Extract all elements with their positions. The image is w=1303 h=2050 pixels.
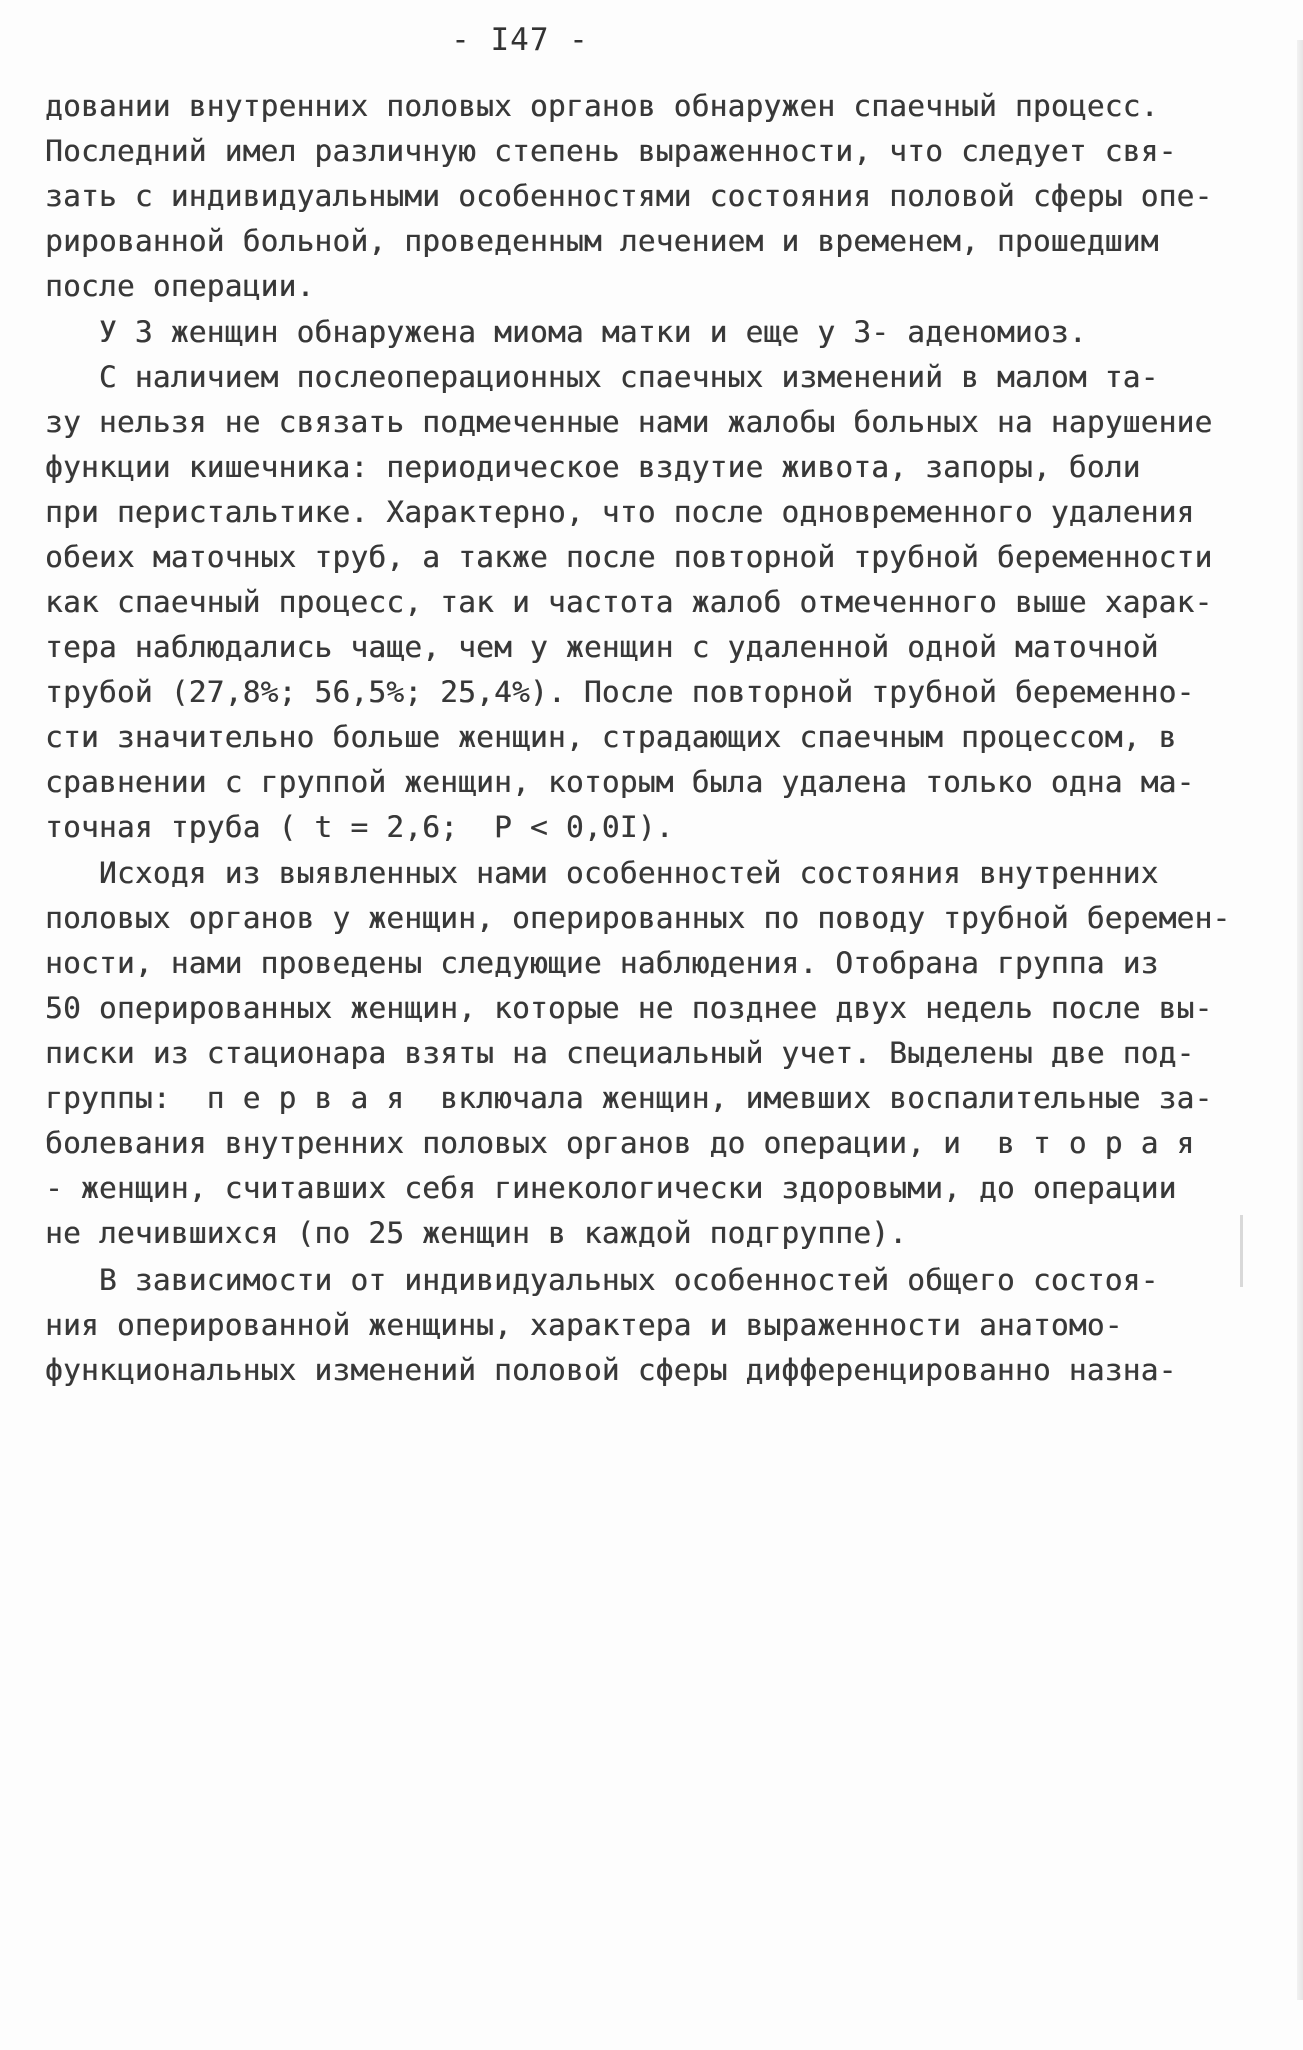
scan-right-edge (1297, 40, 1303, 2000)
text-line: не лечившихся (по 25 женщин в каждой подгруппе). (45, 1216, 908, 1250)
text-line: обеих маточных труб, а также после повторной трубной беременности (45, 540, 1213, 574)
text-line: трубой (27,8%; 56,5%; 25,4%). После повторной трубной беременно- (45, 675, 1195, 709)
text-line: функциональных изменений половой сферы дифференцированно назна- (45, 1353, 1177, 1387)
text-line: Последний имел различную степень выраженности, что следует свя- (45, 134, 1177, 168)
text-line: половых органов у женщин, оперированных по поводу трубной беремен- (45, 901, 1231, 935)
text-line: сти значительно больше женщин, страдающих спаечным процессом, в (45, 720, 1177, 754)
text-line: ности, нами проведены следующие наблюдения. Отобрана группа из (45, 946, 1159, 980)
text-line: при перистальтике. Характерно, что после одновременного удаления (45, 495, 1195, 529)
text-line: сравнении с группой женщин, которым была удалена только одна ма- (45, 765, 1195, 799)
page-number: - I47 - (451, 22, 589, 58)
text-line: рированной больной, проведенным лечением и временем, прошедшим (45, 224, 1159, 258)
text-line: зать с индивидуальными особенностями состояния половой сферы опе- (45, 179, 1213, 213)
text-line: зу нельзя не связать подмеченные нами жалобы больных на нарушение (45, 405, 1213, 439)
scan-edge-mark (1240, 1215, 1243, 1287)
text-line: В зависимости от индивидуальных особенностей общего состоя- (45, 1263, 1159, 1297)
text-line: болевания внутренних половых органов до операции, и в т о р а я (45, 1126, 1195, 1160)
text-line: Исходя из выявленных нами особенностей состояния внутренних (45, 856, 1159, 890)
text-line: ния оперированной женщины, характера и выраженности анатомо- (45, 1308, 1123, 1342)
text-line: писки из стационара взяты на специальный учет. Выделены две под- (45, 1036, 1195, 1070)
text-line: группы: п е р в а я включала женщин, имевших воспалительные за- (45, 1081, 1213, 1115)
text-line: С наличием послеоперационных спаечных изменений в малом та- (45, 360, 1159, 394)
text-line: после операции. (45, 269, 315, 303)
text-line: - женщин, считавших себя гинекологически здоровыми, до операции (45, 1171, 1177, 1205)
text-line: как спаечный процесс, так и частота жалоб отмеченного выше харак- (45, 585, 1213, 619)
text-line: довании внутренних половых органов обнаружен спаечный процесс. (45, 89, 1159, 123)
text-line: 50 оперированных женщин, которые не позднее двух недель после вы- (45, 991, 1213, 1025)
text-line: функции кишечника: периодическое вздутие живота, запоры, боли (45, 450, 1141, 484)
text-line: тера наблюдались чаще, чем у женщин с удаленной одной маточной (45, 630, 1159, 664)
text-line: У 3 женщин обнаружена миома матки и еще у 3- аденомиоз. (45, 315, 1087, 349)
text-line: точная труба ( t = 2,6; P < 0,0I). (45, 810, 674, 844)
